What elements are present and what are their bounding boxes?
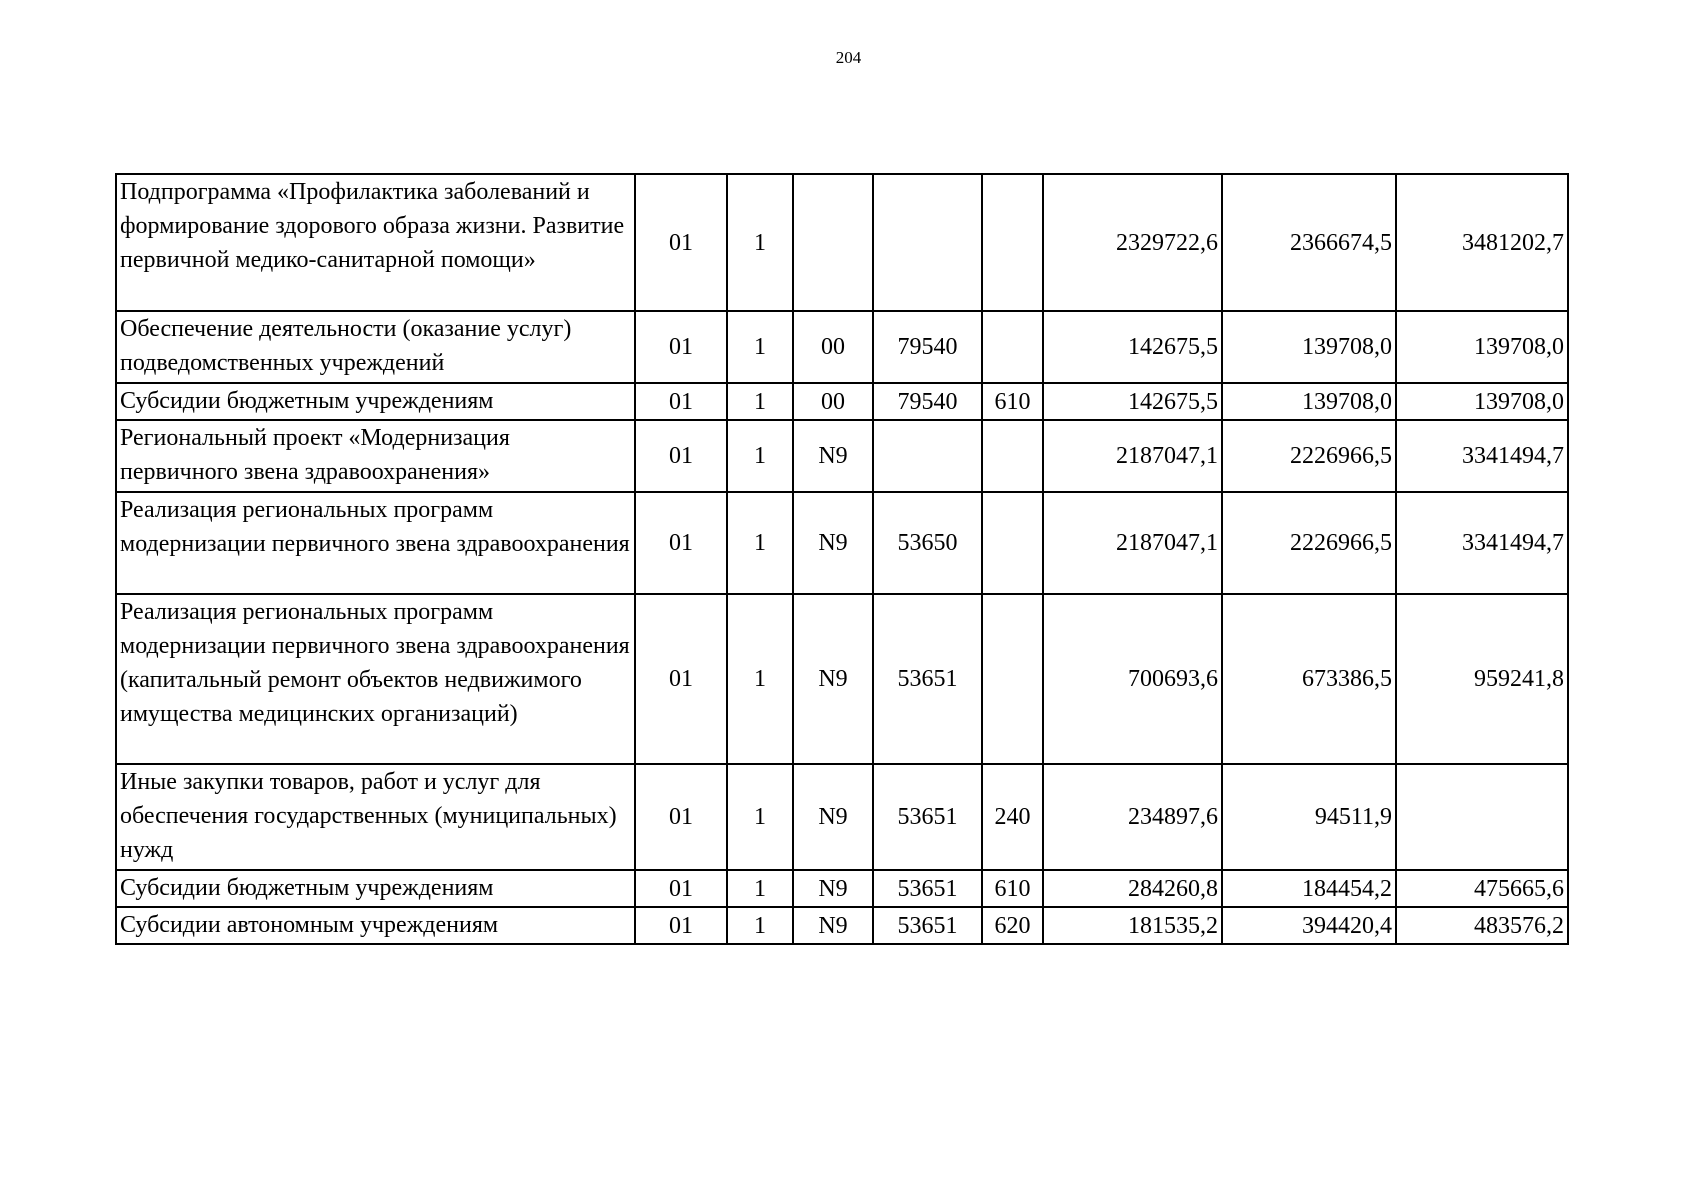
amount-1: 181535,2 bbox=[1043, 907, 1222, 944]
code-3: N9 bbox=[793, 764, 873, 870]
amount-2: 139708,0 bbox=[1222, 311, 1396, 383]
amount-2: 394420,4 bbox=[1222, 907, 1396, 944]
amount-3: 483576,2 bbox=[1396, 907, 1568, 944]
code-1: 01 bbox=[635, 492, 727, 594]
code-3: N9 bbox=[793, 594, 873, 764]
code-2: 1 bbox=[727, 174, 793, 311]
code-1: 01 bbox=[635, 907, 727, 944]
row-name: Субсидии автономным учреждениям bbox=[116, 907, 635, 944]
row-name: Обеспечение деятельности (оказание услуг) подведомственных учреждений bbox=[116, 311, 635, 383]
amount-2: 139708,0 bbox=[1222, 383, 1396, 420]
code-5 bbox=[982, 420, 1043, 492]
code-4: 53651 bbox=[873, 870, 982, 907]
code-1: 01 bbox=[635, 174, 727, 311]
code-3: 00 bbox=[793, 311, 873, 383]
budget-table bbox=[115, 173, 1569, 945]
table-row bbox=[116, 764, 1568, 870]
amount-2: 2366674,5 bbox=[1222, 174, 1396, 311]
row-name: Подпрограмма «Профилактика заболеваний и формирование здорового образа жизни. Развитие первичной медико-санитарной помощи» bbox=[116, 174, 635, 311]
row-name: Реализация региональных программ модернизации первичного звена здравоохранения bbox=[116, 492, 635, 594]
amount-3: 475665,6 bbox=[1396, 870, 1568, 907]
amount-1: 142675,5 bbox=[1043, 311, 1222, 383]
code-2: 1 bbox=[727, 420, 793, 492]
table-row bbox=[116, 383, 1568, 420]
table-row bbox=[116, 870, 1568, 907]
amount-1: 234897,6 bbox=[1043, 764, 1222, 870]
code-2: 1 bbox=[727, 492, 793, 594]
amount-3: 139708,0 bbox=[1396, 311, 1568, 383]
table-row bbox=[116, 492, 1568, 594]
code-2: 1 bbox=[727, 383, 793, 420]
code-3: N9 bbox=[793, 420, 873, 492]
code-1: 01 bbox=[635, 764, 727, 870]
code-3: N9 bbox=[793, 907, 873, 944]
code-2: 1 bbox=[727, 311, 793, 383]
code-3 bbox=[793, 174, 873, 311]
code-4: 53651 bbox=[873, 764, 982, 870]
row-name: Субсидии бюджетным учреждениям bbox=[116, 383, 635, 420]
code-3: 00 bbox=[793, 383, 873, 420]
code-2: 1 bbox=[727, 870, 793, 907]
row-name: Иные закупки товаров, работ и услуг для обеспечения государственных (муниципальных) нужд bbox=[116, 764, 635, 870]
amount-2: 94511,9 bbox=[1222, 764, 1396, 870]
amount-3: 959241,8 bbox=[1396, 594, 1568, 764]
amount-1: 700693,6 bbox=[1043, 594, 1222, 764]
amount-1: 284260,8 bbox=[1043, 870, 1222, 907]
code-5: 240 bbox=[982, 764, 1043, 870]
amount-1: 142675,5 bbox=[1043, 383, 1222, 420]
code-5: 610 bbox=[982, 870, 1043, 907]
amount-2: 184454,2 bbox=[1222, 870, 1396, 907]
amount-1: 2187047,1 bbox=[1043, 420, 1222, 492]
code-5 bbox=[982, 174, 1043, 311]
code-1: 01 bbox=[635, 383, 727, 420]
code-5: 610 bbox=[982, 383, 1043, 420]
row-name: Реализация региональных программ модернизации первичного звена здравоохранения (капитальный ремонт объектов недвижимого имущества медицинских организаций) bbox=[116, 594, 635, 764]
table-row bbox=[116, 594, 1568, 764]
code-5 bbox=[982, 311, 1043, 383]
table-row bbox=[116, 907, 1568, 944]
code-2: 1 bbox=[727, 594, 793, 764]
code-4: 53651 bbox=[873, 594, 982, 764]
amount-3 bbox=[1396, 764, 1568, 870]
page-number: 204 bbox=[835, 48, 862, 67]
code-4: 53651 bbox=[873, 907, 982, 944]
table-row bbox=[116, 420, 1568, 492]
code-4: 53650 bbox=[873, 492, 982, 594]
code-3: N9 bbox=[793, 870, 873, 907]
amount-3: 3341494,7 bbox=[1396, 420, 1568, 492]
table-row bbox=[116, 311, 1568, 383]
code-2: 1 bbox=[727, 907, 793, 944]
code-1: 01 bbox=[635, 594, 727, 764]
code-2: 1 bbox=[727, 764, 793, 870]
code-5 bbox=[982, 594, 1043, 764]
amount-3: 3481202,7 bbox=[1396, 174, 1568, 311]
amount-2: 673386,5 bbox=[1222, 594, 1396, 764]
amount-3: 139708,0 bbox=[1396, 383, 1568, 420]
row-name: Региональный проект «Модернизация первичного звена здравоохранения» bbox=[116, 420, 635, 492]
code-1: 01 bbox=[635, 870, 727, 907]
table-row bbox=[116, 174, 1568, 311]
code-4 bbox=[873, 420, 982, 492]
row-name: Субсидии бюджетным учреждениям bbox=[116, 870, 635, 907]
amount-1: 2187047,1 bbox=[1043, 492, 1222, 594]
code-4: 79540 bbox=[873, 311, 982, 383]
amount-1: 2329722,6 bbox=[1043, 174, 1222, 311]
code-5 bbox=[982, 492, 1043, 594]
amount-2: 2226966,5 bbox=[1222, 492, 1396, 594]
code-4 bbox=[873, 174, 982, 311]
amount-2: 2226966,5 bbox=[1222, 420, 1396, 492]
code-4: 79540 bbox=[873, 383, 982, 420]
code-1: 01 bbox=[635, 420, 727, 492]
amount-3: 3341494,7 bbox=[1396, 492, 1568, 594]
code-5: 620 bbox=[982, 907, 1043, 944]
code-3: N9 bbox=[793, 492, 873, 594]
code-1: 01 bbox=[635, 311, 727, 383]
